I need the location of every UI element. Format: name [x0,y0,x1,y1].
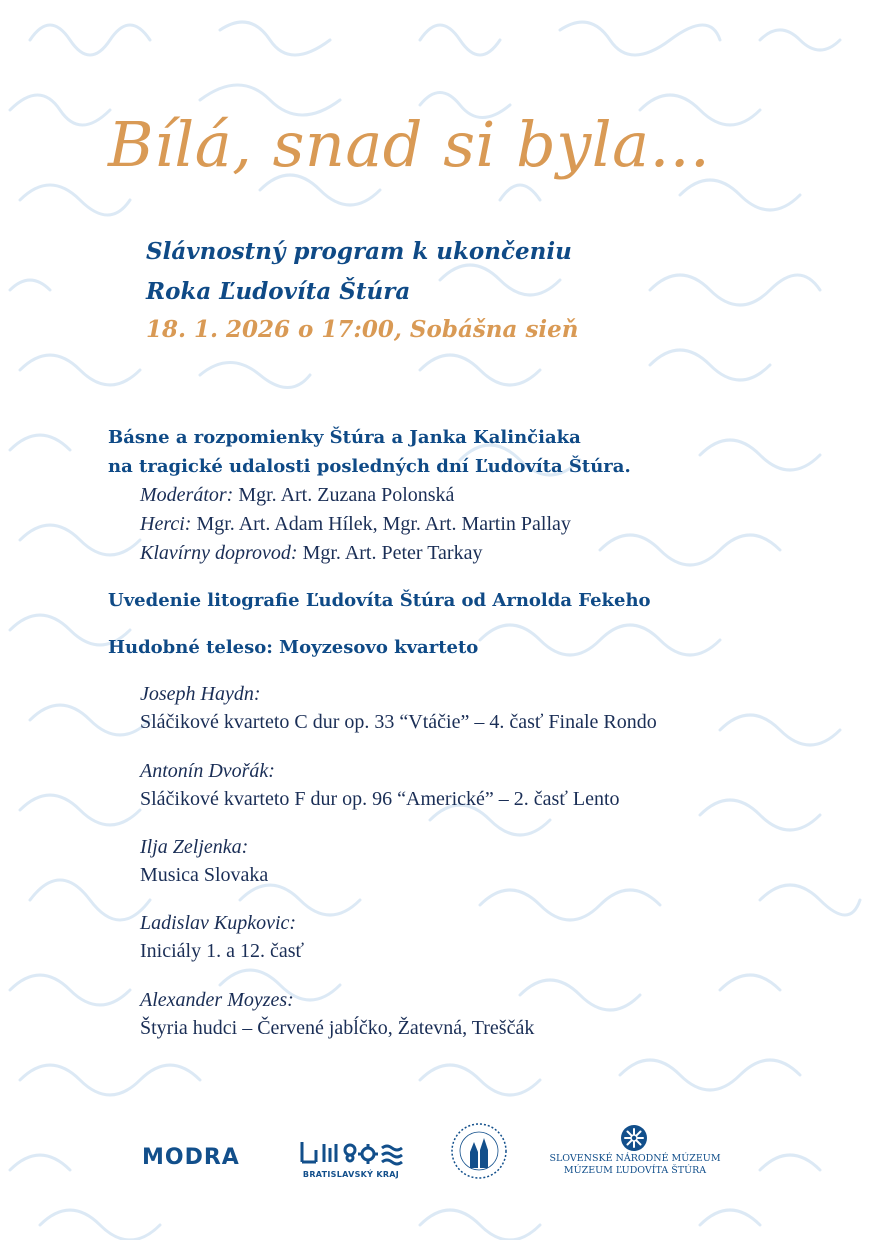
snm-line-2: MÚZEUM ĽUDOVÍTA ŠTÚRA [563,1165,707,1176]
section3-heading: Hudobné teleso: Moyzesovo kvarteto [108,637,479,658]
work-title: Musica Slovaka [140,864,269,886]
bratislavsky-kraj-logo-icon [296,1138,406,1166]
subtitle-line-2: Roka Ľudovíta Štúra [146,278,411,305]
composer-name: Ladislav Kupkovic: [140,912,297,934]
piano-line [140,542,840,565]
town-seal-icon [450,1122,508,1180]
subtitle-line-1: Slávnostný program k ukončeniu [146,238,572,265]
composer-name: Joseph Haydn: [140,683,261,705]
actors-names: Mgr. Art. Adam Hílek, Mgr. Art. Martin Pallay [196,513,571,535]
section2-heading: Uvedenie litografie Ľudovíta Štúra od Arnolda Fekeho [108,590,651,611]
moderator-line [140,484,840,507]
snm-logo-icon [620,1124,648,1152]
work-title: Štyria hudci – Červené jabĺčko, Žatevná, Treščák [140,1017,535,1039]
piano-name: Mgr. Art. Peter Tarkay [302,542,483,564]
section1-heading-2: na tragické udalosti posledných dní Ľudovíta Štúra. [108,456,631,477]
snm-logo-text [540,1153,730,1177]
composer-name: Antonín Dvořák: [140,760,275,782]
actors-line [140,513,840,536]
composer-name: Alexander Moyzes: [140,989,294,1011]
snm-line-1: SLOVENSKÉ NÁRODNÉ MÚZEUM [549,1153,721,1164]
modra-logo: MODRA [142,1145,240,1170]
actors-role: Herci: [140,513,192,535]
event-date-place: 18. 1. 2026 o 17:00, Sobášna sieň [146,316,579,343]
piano-role: Klavírny doprovod: [140,542,298,564]
work-title: Sláčikové kvarteto F dur op. 96 “Americké” – 2. časť Lento [140,788,620,810]
moderator-name: Mgr. Art. Zuzana Polonská [238,484,455,506]
work-title: Sláčikové kvarteto C dur op. 33 “Vtáčie” – 4. časť Finale Rondo [140,711,657,733]
work-title: Iniciály 1. a 12. časť [140,940,305,962]
page-title: Bílá, snad si byla... [108,108,711,181]
section1-heading-1: Básne a rozpomienky Štúra a Janka Kalinčiaka [108,427,581,448]
moderator-role: Moderátor: [140,484,234,506]
composer-name: Ilja Zeljenka: [140,836,249,858]
bratislavsky-kraj-label: BRATISLAVSKÝ KRAJ [302,1170,400,1179]
